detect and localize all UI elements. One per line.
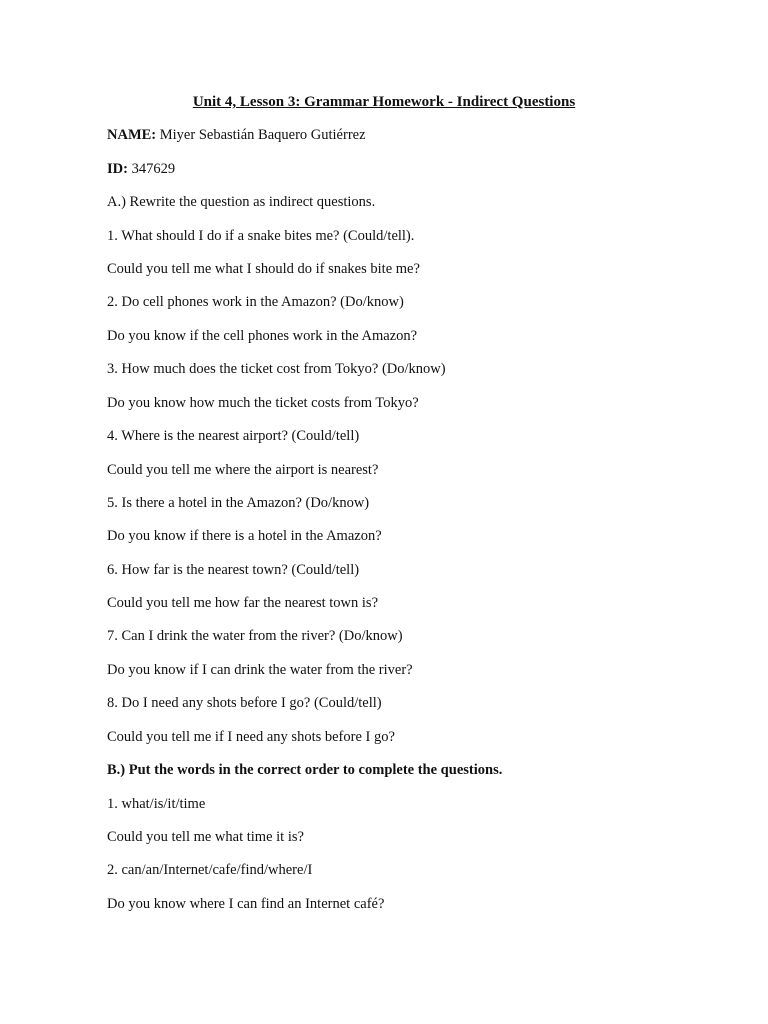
question-4: 4. Where is the nearest airport? (Could/tell) bbox=[107, 428, 360, 444]
question-2: 2. Do cell phones work in the Amazon? (Do/know) bbox=[107, 294, 404, 310]
name-value: Miyer Sebastián Baquero Gutiérrez bbox=[159, 127, 366, 143]
id-line bbox=[107, 159, 175, 179]
answer-2: Do you know if the cell phones work in the Amazon? bbox=[107, 328, 418, 344]
document-title: Unit 4, Lesson 3: Grammar Homework - Indirect Questions bbox=[192, 94, 576, 110]
prompt-b2: 2. can/an/Internet/cafe/find/where/I bbox=[107, 862, 313, 878]
answer-6: Could you tell me how far the nearest town is? bbox=[107, 595, 379, 611]
answer-1: Could you tell me what I should do if snakes bite me? bbox=[107, 261, 420, 277]
answer-5: Do you know if there is a hotel in the Amazon? bbox=[107, 528, 382, 544]
id-label: ID: bbox=[107, 161, 128, 177]
answer-4: Could you tell me where the airport is nearest? bbox=[107, 462, 379, 478]
answer-b2: Do you know where I can find an Internet café? bbox=[107, 896, 385, 912]
section-a-heading: A.) Rewrite the question as indirect questions. bbox=[107, 194, 376, 210]
section-b-heading: B.) Put the words in the correct order to complete the questions. bbox=[107, 762, 503, 778]
question-6: 6. How far is the nearest town? (Could/tell) bbox=[107, 562, 360, 578]
question-8: 8. Do I need any shots before I go? (Could/tell) bbox=[107, 695, 382, 711]
question-1: 1. What should I do if a snake bites me? (Could/tell). bbox=[107, 228, 415, 244]
question-7: 7. Can I drink the water from the river? (Do/know) bbox=[107, 628, 403, 644]
prompt-b1: 1. what/is/it/time bbox=[107, 796, 206, 812]
answer-3: Do you know how much the ticket costs from Tokyo? bbox=[107, 395, 419, 411]
question-5: 5. Is there a hotel in the Amazon? (Do/know) bbox=[107, 495, 370, 511]
answer-b1: Could you tell me what time it is? bbox=[107, 829, 304, 845]
answer-8: Could you tell me if I need any shots before I go? bbox=[107, 729, 395, 745]
name-line bbox=[107, 125, 366, 145]
question-3: 3. How much does the ticket cost from Tokyo? (Do/know) bbox=[107, 361, 446, 377]
answer-7: Do you know if I can drink the water from the river? bbox=[107, 662, 413, 678]
name-label: NAME: bbox=[107, 127, 157, 143]
id-value: 347629 bbox=[131, 161, 176, 177]
